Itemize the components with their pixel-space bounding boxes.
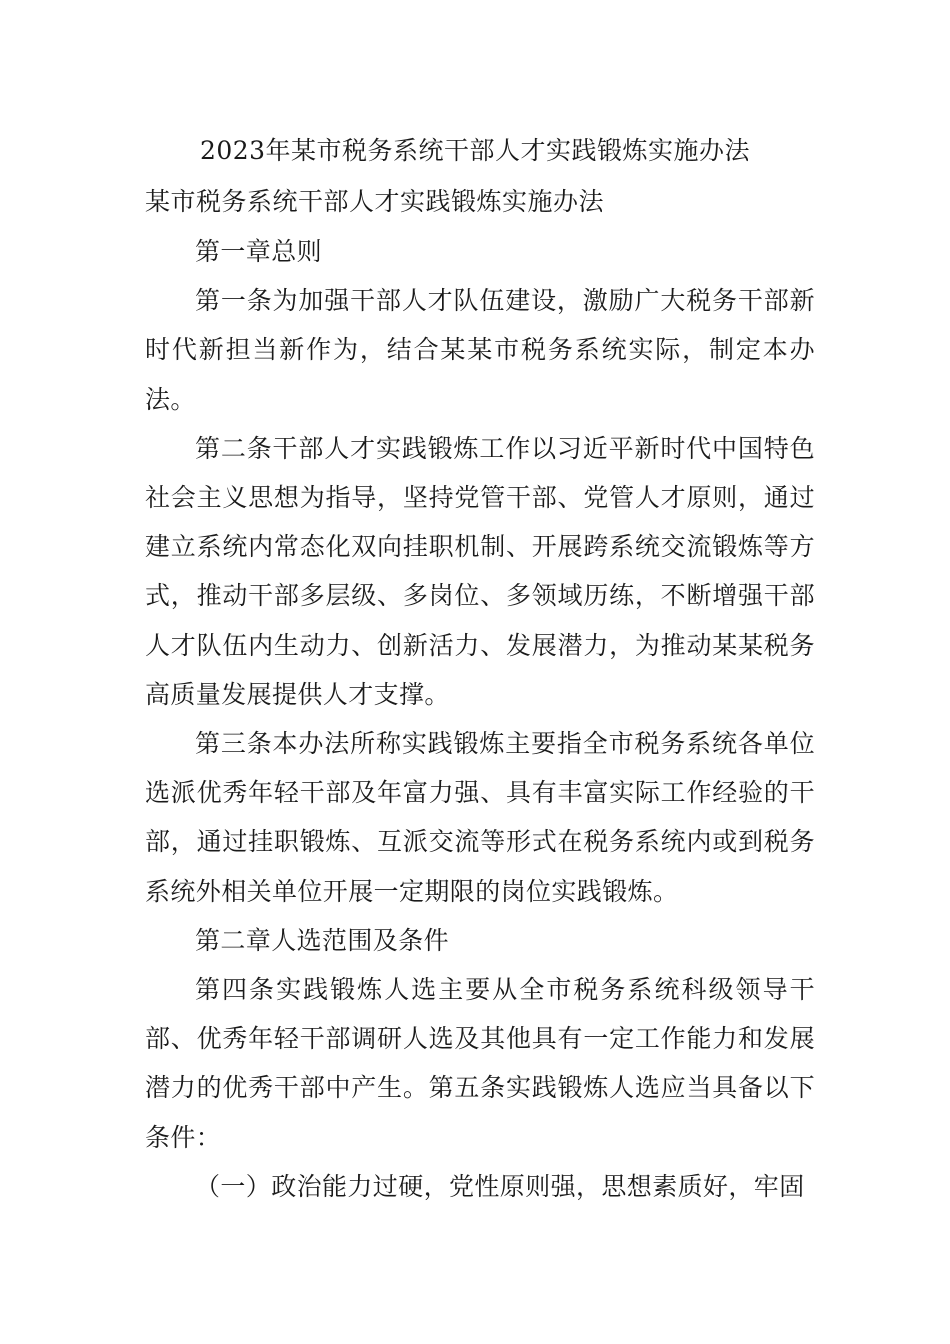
list-item: （一）政治能力过硬，党性原则强，思想素质好，牢固 (195, 1171, 805, 1201)
chapter-heading: 第一章总则 (195, 237, 323, 266)
document-body (145, 227, 815, 1211)
document-title: 2023年某市税务系统干部人才实践锻炼实施办法 (199, 136, 751, 165)
chapter-heading: 第二章人选范围及条件 (195, 925, 450, 955)
document-subtitle: 某市税务系统干部人才实践锻炼实施办法 (145, 187, 605, 216)
article-paragraph: 第四条实践锻炼人选主要从全市税务系统科级领导干部、优秀年轻干部调研人选及其他具有一定工作能力和发展潜力的优秀干部中产生。第五条实践锻炼人选应当具备以下条件： (145, 975, 815, 1152)
article-paragraph: 第一条为加强干部人才队伍建设，激励广大税务干部新时代新担当新作为，结合某某市税务系统实际，制定本办法。 (145, 286, 815, 414)
article-paragraph: 第三条本办法所称实践锻炼主要指全市税务系统各单位选派优秀年轻干部及年富力强、具有丰富实际工作经验的干部，通过挂职锻炼、互派交流等形式在税务系统内或到税务系统外相关单位开展一定期限的岗位实践锻炼。 (145, 729, 815, 906)
article-paragraph: 第二条干部人才实践锻炼工作以习近平新时代中国特色社会主义思想为指导，坚持党管干部、党管人才原则，通过建立系统内常态化双向挂职机制、开展跨系统交流锻炼等方式，推动干部多层级、多岗位、多领域历练，不断增强干部人才队伍内生动力、创新活力、发展潜力，为推动某某税务高质量发展提供人才支撑。 (145, 433, 815, 709)
